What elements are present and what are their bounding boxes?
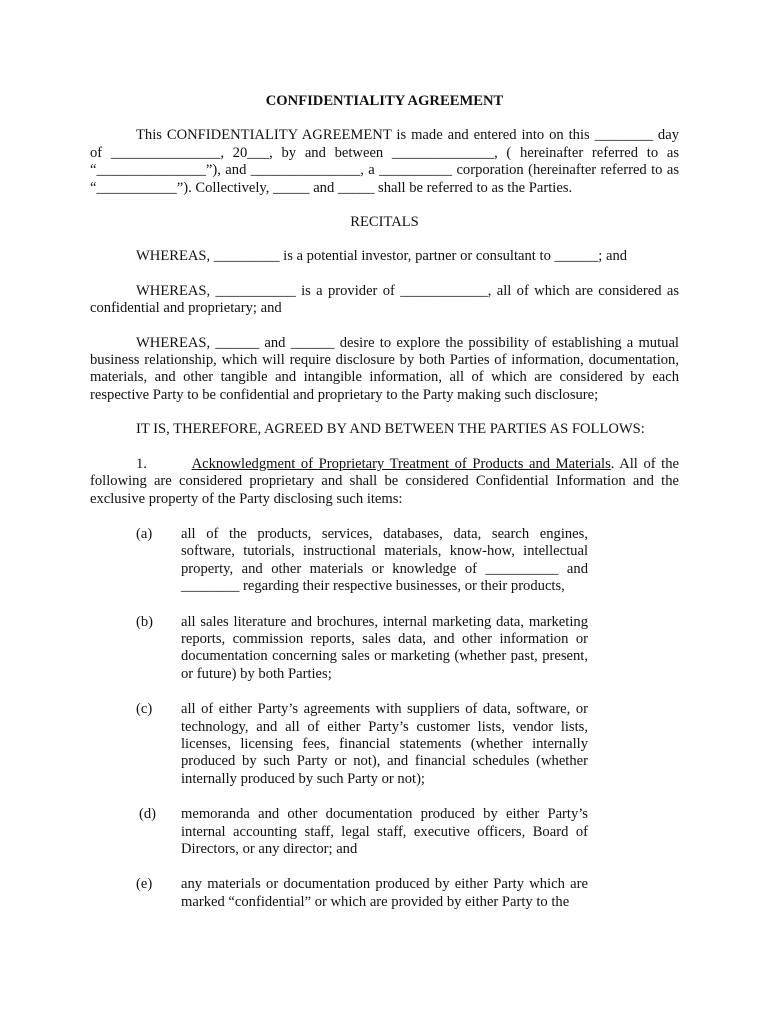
section-heading: Acknowledgment of Proprietary Treatment of Products and Materials [191,455,611,472]
document-page [90,93,679,911]
whereas-paragraph: WHEREAS, _________ is a potential investor, partner or consultant to ______; and [136,248,628,265]
section-number: 1. [136,455,147,472]
section-text: . All of the following are considered proprietary and shall be considered Confidential Information and the exclusive property of the Party disclosing such items: [90,455,680,507]
item-marker: (d) [139,806,157,823]
list-item [136,701,588,788]
item-text: all of either Party’s agreements with suppliers of data, software, or technology, and all of either Party’s customer lists, vendor lists, licenses, licensing fees, financial statements (whether internally produced by such Party or not), and financial schedules (whether internally produced by such Party or not); [181,701,588,787]
item-marker: (e) [136,876,153,893]
whereas-paragraph: WHEREAS, ___________ is a provider of ____________, all of which are considered as confidential and proprietary; and [90,282,679,317]
recitals-heading: RECITALS [350,214,419,231]
item-text: memoranda and other documentation produced by either Party’s internal accounting staff, legal staff, executive officers, Board of Directors, or any director; and [181,806,588,857]
intro-paragraph: This CONFIDENTIALITY AGREEMENT is made and entered into on this ________ day of _______________, 20___, by and between ______________, ( hereinafter referred to as “_______________”), and _______________, a __________ corporation (hereinafter referred to as “___________”). Collectively, _____ and _____ shall be referred to as the Parties. [90,127,679,196]
item-marker: (c) [136,701,153,718]
list-item [136,525,588,596]
list-item [136,876,588,911]
agreement-statement: IT IS, THEREFORE, AGREED BY AND BETWEEN THE PARTIES AS FOLLOWS: [136,421,645,438]
item-text: any materials or documentation produced by either Party which are marked “confidential” or which are provided by either Party to the [181,876,588,910]
item-marker: (a) [136,525,153,542]
list-item [139,806,588,858]
item-text: all sales literature and brochures, internal marketing data, marketing reports, commission reports, sales data, and other information or documentation concerning sales or marketing (whether past, present, or future) by both Parties; [181,613,588,682]
item-text: all of the products, services, databases, data, search engines, software, tutorials, instructional materials, know-how, intellectual property, and other materials or knowledge of __________ and ________ regarding their respective businesses, or their products, [181,525,588,595]
item-marker: (b) [136,613,154,630]
whereas-paragraph: WHEREAS, ______ and ______ desire to explore the possibility of establishing a mutual business relationship, which will require disclosure by both Parties of information, documentation, materials, and other tangible and intangible information, all of which are considered by each respective Party to be confidential and proprietary to the Party making such disclosure; [90,334,679,403]
section-1-paragraph [90,456,679,508]
document-title: CONFIDENTIALITY AGREEMENT [265,93,504,109]
list-item [136,613,588,684]
